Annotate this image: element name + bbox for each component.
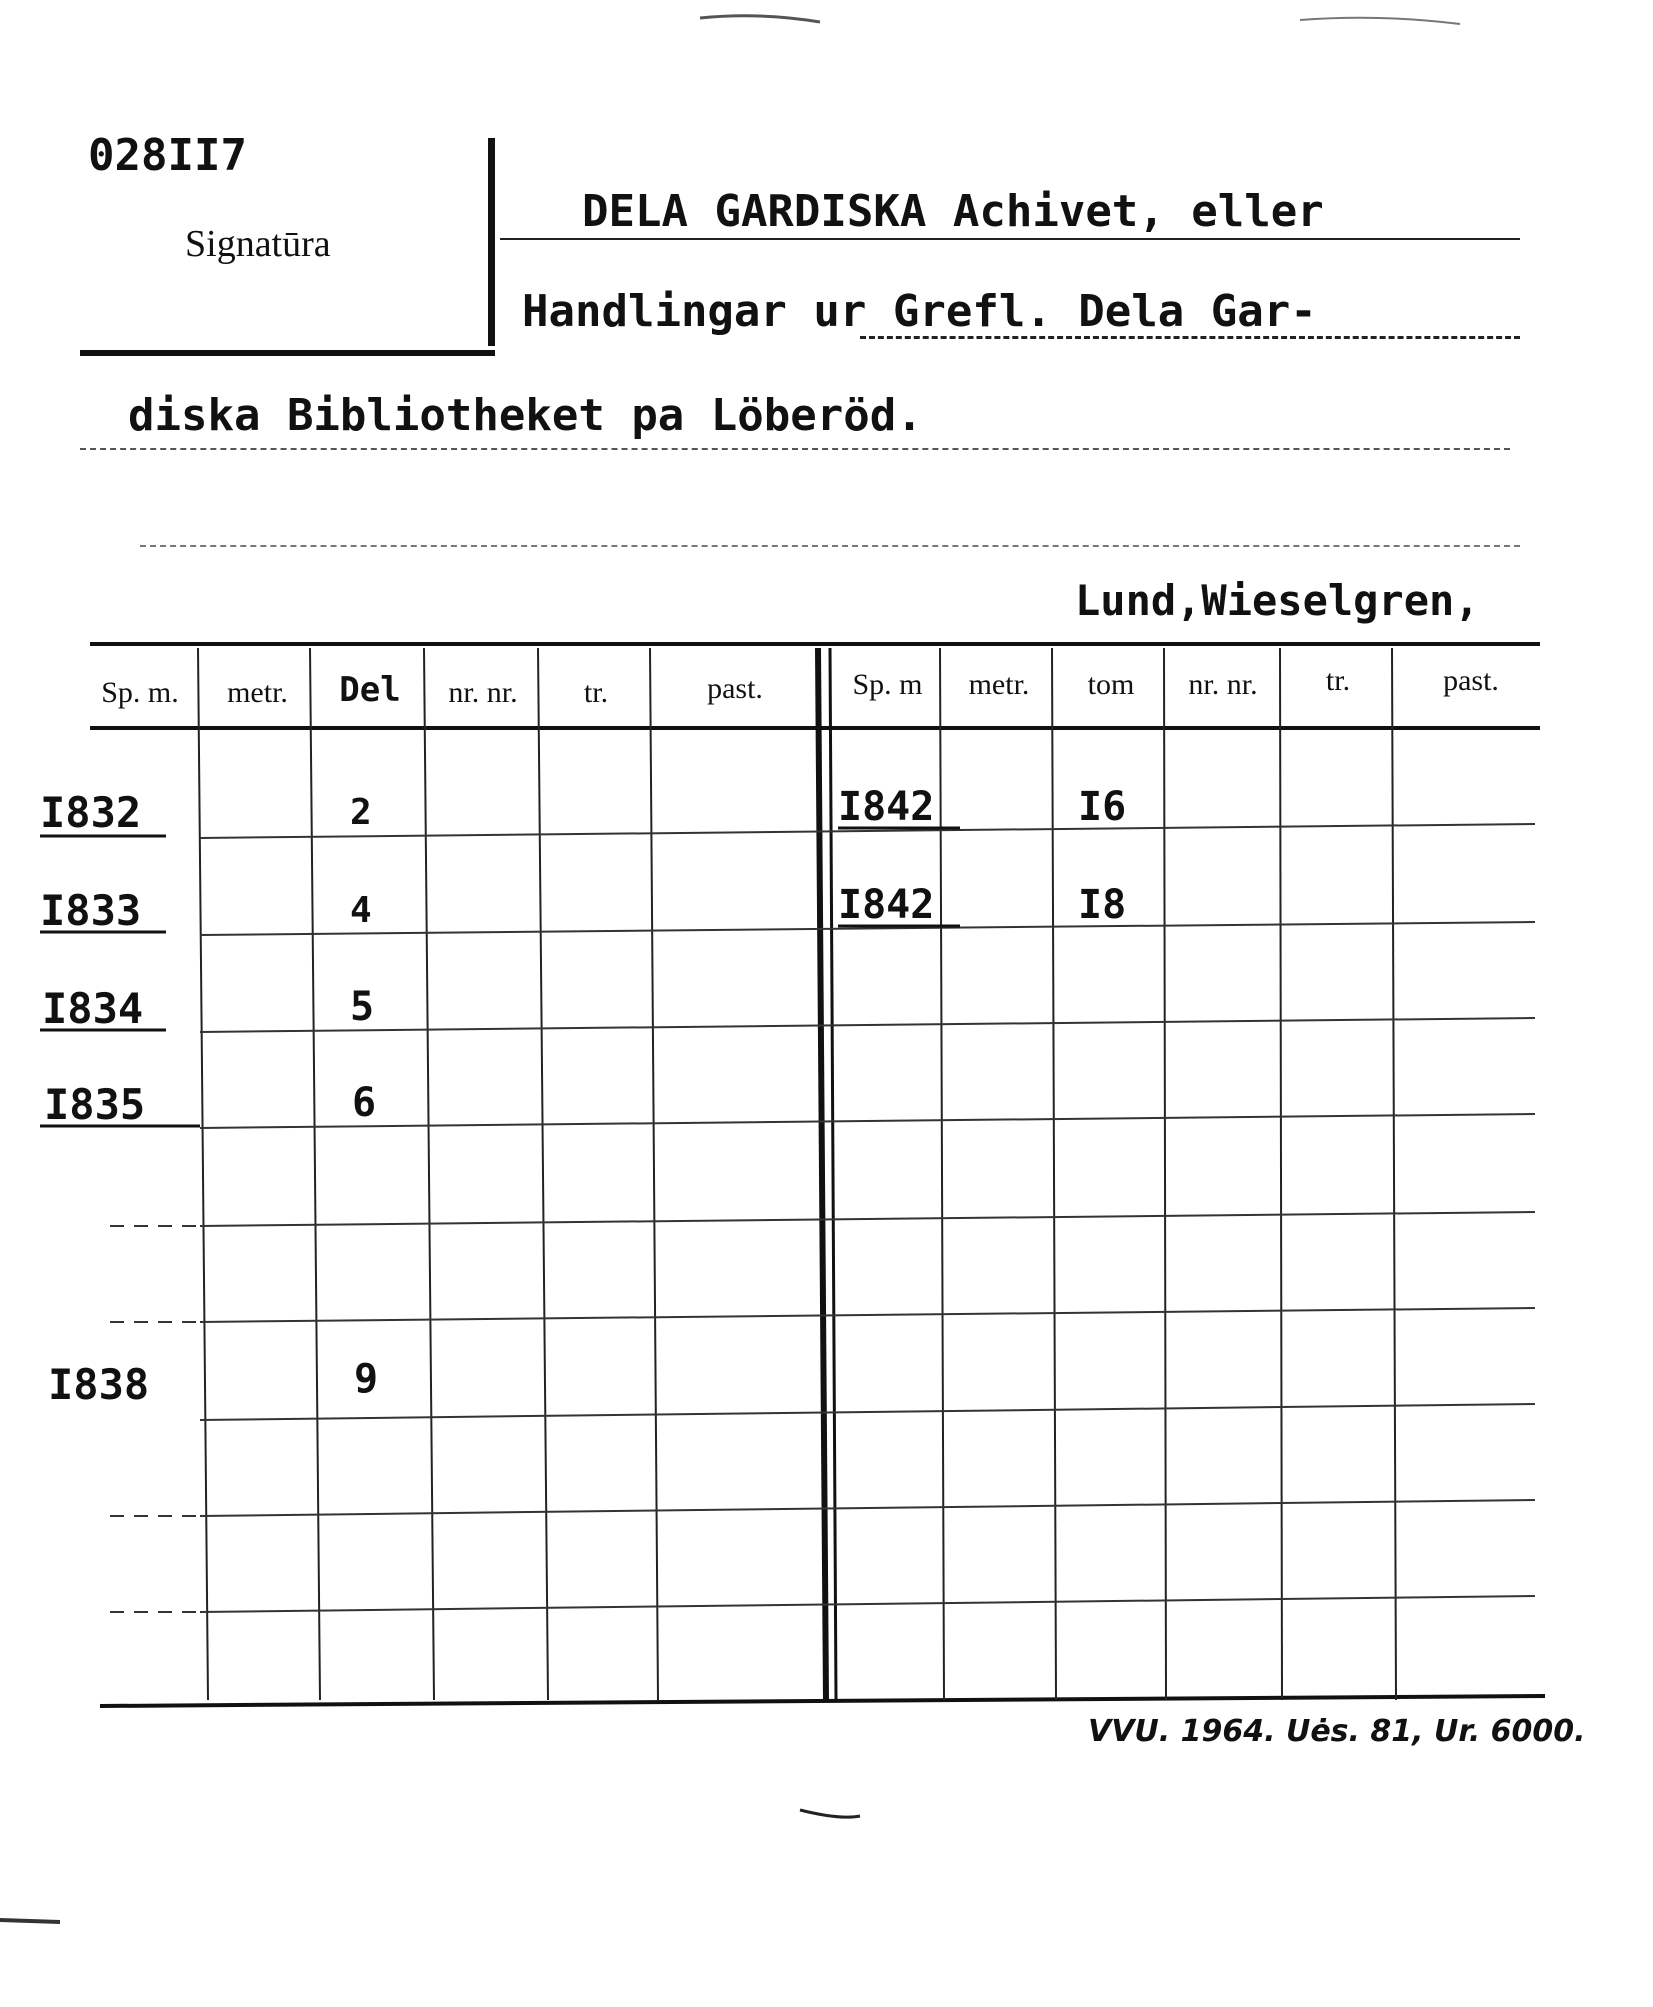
- col-header-left-tr: tr.: [583, 676, 609, 709]
- col-header-left-del: Del: [339, 670, 401, 710]
- col-header-left-nr-nr: nr. nr.: [448, 676, 518, 709]
- left-row-1-year: I832: [40, 788, 142, 837]
- col-header-right-metr: metr.: [968, 668, 1030, 701]
- left-row-3-del: 5: [350, 984, 375, 1030]
- col-header-right-tom: tom: [1087, 668, 1135, 701]
- title-line-1: DELA GARDISKA Achivet, eller: [582, 186, 1324, 237]
- col-header-left-past: past.: [707, 672, 763, 705]
- col-header-right-sp-m: Sp. m: [852, 668, 923, 701]
- footer-note: VVU. 1964. Uės. 81, Ur. 6000.: [1088, 1714, 1586, 1749]
- col-header-right-past: past.: [1443, 664, 1499, 697]
- right-row-2-tom: I8: [1078, 882, 1127, 928]
- right-row-1-tom: I6: [1078, 784, 1127, 830]
- col-header-right-tr: tr.: [1325, 664, 1351, 697]
- title-line-3: diska Bibliotheket pa Löberöd.: [128, 390, 923, 441]
- signature-number: 028II7: [88, 130, 247, 181]
- place-publisher: Lund,Wieselgren,: [1075, 576, 1480, 625]
- left-row-4-del: 6: [352, 1080, 377, 1126]
- right-row-2-year: I842: [838, 882, 935, 928]
- signature-label: Signatūra: [185, 223, 331, 265]
- left-row-1-del: 2: [350, 792, 372, 833]
- left-row-3-year: I834: [42, 984, 144, 1033]
- col-header-left-sp-m: Sp. m.: [101, 676, 179, 709]
- left-row-5-del: 9: [354, 1356, 379, 1402]
- title-line-2: Handlingar ur Grefl. Dela Gar-: [522, 286, 1317, 337]
- left-row-5-year: I838: [48, 1360, 150, 1409]
- col-header-right-nr-nr: nr. nr.: [1188, 668, 1258, 701]
- left-row-2-del: 4: [350, 890, 372, 931]
- right-row-1-year: I842: [838, 784, 935, 830]
- col-header-left-metr: metr.: [227, 676, 288, 709]
- left-row-4-year: I835: [44, 1080, 146, 1129]
- left-row-2-year: I833: [40, 886, 142, 935]
